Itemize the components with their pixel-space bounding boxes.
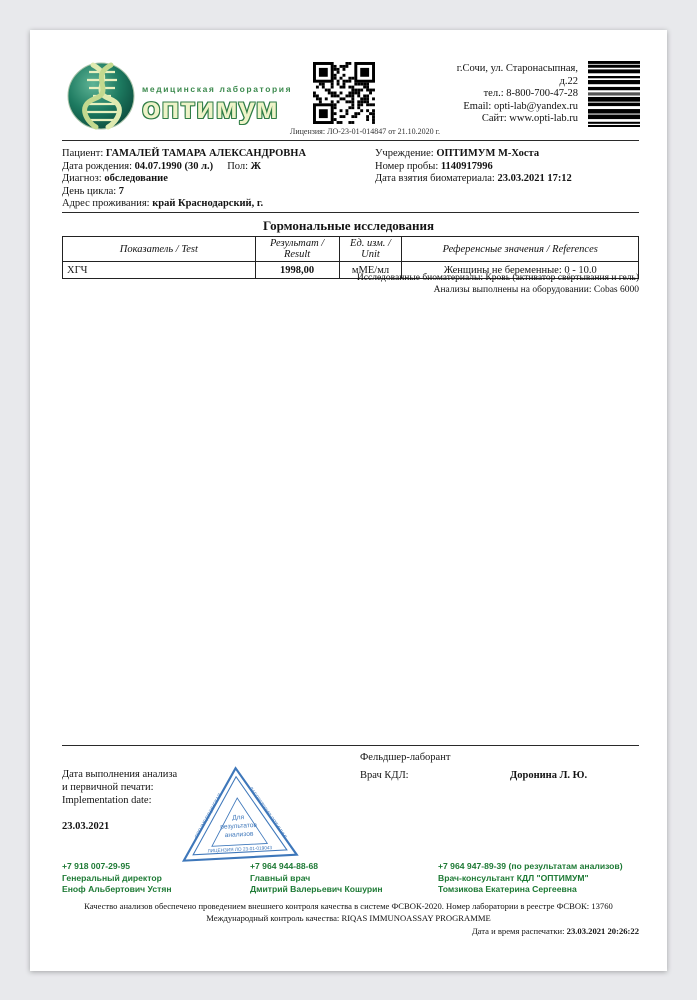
col-header-result: Результат / Result	[255, 237, 339, 262]
stamp-center-line2: результатов	[220, 821, 258, 831]
print-timestamp: Дата и время распечатки: 23.03.2021 20:26:22	[471, 926, 639, 936]
contact-name: Еноф Альбертович Устян	[62, 884, 172, 895]
patient-info-block	[62, 148, 362, 211]
quality-line-2: Международный контроль качества: RIQAS IMMUNOASSAY PROGRAMME	[206, 912, 491, 923]
email-line: Email: opti-lab@yandex.ru	[463, 100, 578, 112]
cell-unit: мМЕ/мл	[339, 262, 402, 279]
stamp-right-text: ЛАБОРАТОРИЯ ОПТИМУМ"	[248, 786, 288, 840]
address-line-2: д.22	[559, 75, 578, 87]
stamp-center-line3: анализов	[224, 830, 254, 840]
facility-row: Учреждение: ОПТИМУМ М-Хоста	[375, 148, 540, 159]
staff-contacts-block	[30, 861, 667, 901]
patient-diagnosis-row: Диагноз: обследование	[62, 173, 168, 185]
website-line: Сайт: www.opti-lab.ru	[481, 113, 578, 125]
cell-result: 1998,00	[255, 262, 339, 279]
contact-general-director	[62, 861, 242, 896]
patient-dob-row: Дата рождения: 04.07.1990 (30 л.) Пол: Ж	[62, 160, 262, 172]
barcode-icon	[588, 61, 640, 127]
implementation-date-block: Дата выполнения анализа и первичной печати: Implementation date:	[62, 769, 178, 806]
feldsher-label: Фельдшер-лаборант	[360, 752, 451, 763]
address-line-1: г.Сочи, ул. Старонасыпная,	[456, 63, 578, 74]
cell-test: ХГЧ	[63, 262, 256, 279]
col-header-unit: Ед. изм. / Unit	[339, 237, 402, 262]
contact-role: Генеральный директор	[62, 872, 162, 883]
kdl-doctor-name: Доронина Л. Ю.	[510, 770, 588, 781]
contact-consultant	[438, 861, 643, 896]
patient-name-row: Пациент: ГАМАЛЕЙ ТАМАРА АЛЕКСАНДРОВНА	[62, 148, 307, 159]
contact-phone: +7 964 944-88-68	[250, 861, 319, 871]
footer-divider	[62, 745, 639, 746]
contact-name: Дмитрий Валерьевич Кошурин	[250, 884, 383, 895]
lab-triangle-stamp	[176, 763, 301, 865]
phone-line: тел.: 8-800-700-47-28	[483, 88, 578, 100]
quality-assurance-block	[30, 901, 667, 924]
biomaterials-note: Исследованные биоматериалы: Кровь (активатор свёртывания и гель)	[356, 273, 639, 283]
logo-tagline: медицинская лаборатория	[142, 84, 293, 94]
contact-phone: +7 964 947-89-39 (по результатам анализов)	[438, 861, 623, 871]
order-info-block	[375, 148, 639, 186]
header-contact-block	[350, 63, 578, 126]
results-title: Гормональные исследования	[263, 218, 434, 233]
contact-name: Томзикова Екатерина Сергеевна	[438, 884, 577, 895]
header-divider	[62, 140, 639, 141]
stamp-center-line1: Для	[232, 814, 245, 822]
biomaterial-date-row: Дата взятия биоматериала: 23.03.2021 17:12	[375, 173, 572, 185]
kdl-doctor-label: Врач КДЛ:	[360, 770, 409, 781]
patient-cycle-row: День цикла: 7	[62, 185, 125, 197]
contact-phone: +7 918 007-29-95	[62, 861, 131, 871]
optimum-dna-logo-icon	[66, 61, 136, 131]
col-header-references: Референсные значения / References	[402, 237, 639, 262]
implementation-date-value: 23.03.2021	[62, 821, 110, 832]
sample-number-row: Номер пробы: 1140917996	[375, 160, 493, 172]
lab-report-page	[30, 30, 667, 971]
stamp-bottom-text: ЛИЦЕНЗИЯ ЛО 23-01-019043	[207, 845, 273, 854]
results-header-row	[63, 237, 639, 262]
cell-references: Женщины не беременные: 0 - 10.0	[402, 262, 639, 279]
logo-name: оптимум	[142, 92, 279, 125]
results-notes	[62, 272, 639, 296]
logo-wordmark	[142, 84, 332, 124]
equipment-note: Анализы выполнены на оборудовании: Cobas 6000	[433, 285, 639, 295]
contact-role: Главный врач	[250, 872, 311, 883]
patient-address-row: Адрес проживания: край Краснодарский, г.	[62, 198, 264, 210]
contact-chief-physician	[250, 861, 435, 896]
col-header-test: Показатель / Test	[63, 237, 256, 262]
patient-divider	[62, 212, 639, 213]
quality-line-1: Качество анализов обеспечено проведением внешнего контроля качества в системе ФСВОК-2020. Номер лаборатории в реестре ФСВОК: 13760	[84, 901, 613, 911]
stamp-left-text: ООО "МЕДИЦИНСКАЯ	[193, 792, 223, 840]
license-line: Лицензия: ЛО-23-01-014847 от 21.10.2020 г.	[289, 127, 441, 136]
contact-role: Врач-консультант КДЛ "ОПТИМУМ"	[438, 872, 589, 883]
